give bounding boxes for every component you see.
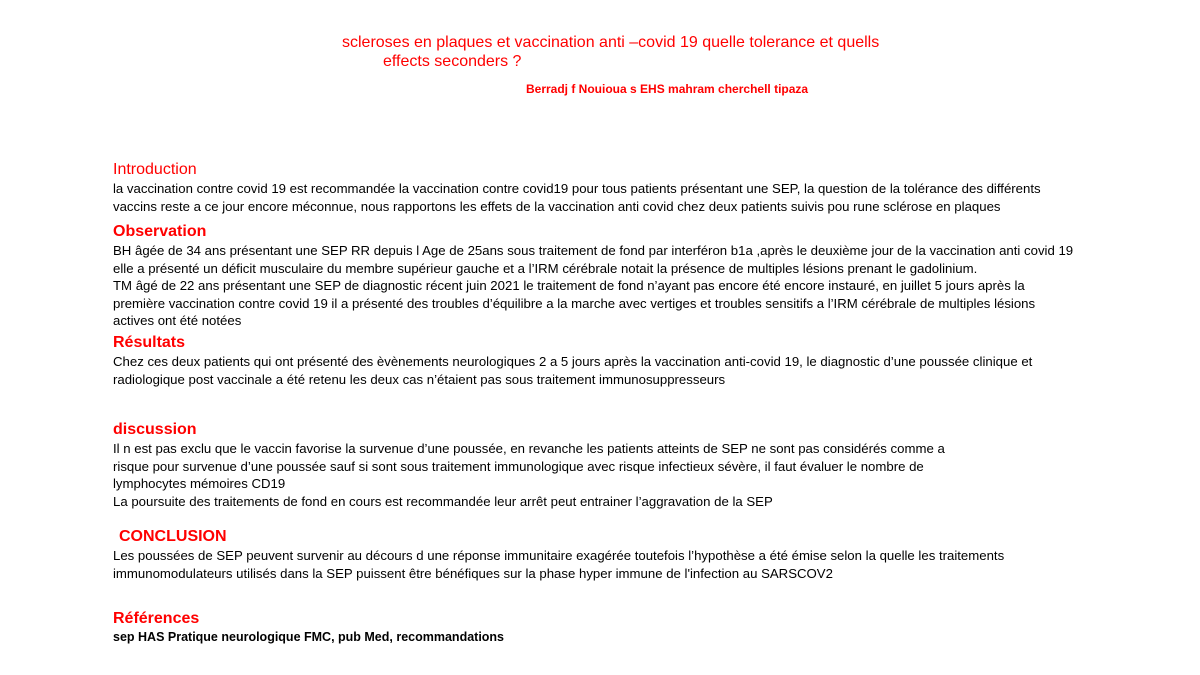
observation-line: elle a présenté un déficit musculaire du membre supérieur gauche et a l’IRM cérébrale notait la présence de multiples lésions prenant le gadolinium. [113, 260, 978, 276]
conclusion-line: immunomodulateurs utilisés dans la SEP puissent être bénéfiques sur la phase hyper immune de l'infection au SARSCOV2 [113, 565, 833, 581]
references-body: sep HAS Pratique neurologique FMC, pub Med, recommandations [113, 630, 505, 644]
authors: Berradj f Nouioua s EHS mahram cherchell tipaza [526, 82, 809, 96]
introduction-heading: Introduction [113, 161, 197, 178]
conclusion-line: Les poussées de SEP peuvent survenir au décours d une réponse immunitaire exagérée toutefois l’hypothèse a été émise selon la quelle les traitements [113, 548, 1005, 563]
discussion-line: Il n est pas exclu que le vaccin favorise la survenue d’une poussée, en revanche les patients atteints de SEP ne sont pas considérés comme a [113, 441, 945, 456]
observation-line: TM âgé de 22 ans présentant une SEP de diagnostic récent juin 2021 le traitement de fond n’ayant pas encore été encore instauré, en juillet 5 jours après la [113, 278, 1025, 293]
conclusion-body [113, 547, 1004, 582]
references-heading: Références [113, 610, 200, 627]
resultats-line: Chez ces deux patients qui ont présenté des èvènements neurologiques 2 a 5 jours après la vaccination anti-covid 19, le diagnostic d’une poussée clinique et [113, 354, 1033, 369]
observation-heading: Observation [113, 223, 207, 240]
introduction-line: vaccins reste a ce jour encore méconnue, nous rapportons les effets de la vaccination anti covid chez deux patients suivis pou rune sclérose en plaques [113, 198, 1001, 214]
title-line-1: scleroses en plaques et vaccination anti –covid 19 quelle tolerance et quells [342, 34, 880, 51]
resultats-heading: Résultats [113, 334, 186, 351]
conclusion-heading: CONCLUSION [119, 528, 227, 545]
title-line-2: effects seconders ? [383, 53, 522, 70]
observation-line: BH âgée de 34 ans présentant une SEP RR depuis l Age de 25ans sous traitement de fond par interféron b1a ,après le deuxième jour de la vaccination anti covid 19 [113, 243, 1074, 258]
resultats-body [113, 353, 1032, 388]
discussion-line: lymphocytes mémoires CD19 [113, 476, 286, 491]
discussion-heading: discussion [113, 421, 197, 438]
introduction-body [113, 180, 1041, 215]
discussion-line: risque pour survenue d’une poussée sauf si sont sous traitement immunologique avec risque infectieux sévère, il faut évaluer le nombre de [113, 458, 924, 474]
discussion-line: La poursuite des traitements de fond en cours est recommandée leur arrêt peut entrainer l’aggravation de la SEP [113, 493, 773, 509]
observation-body [113, 242, 1073, 330]
resultats-line: radiologique post vaccinale a été retenu les deux cas n’étaient pas sous traitement immunosuppresseurs [113, 371, 726, 387]
discussion-body [113, 440, 945, 510]
introduction-line: la vaccination contre covid 19 est recommandée la vaccination contre covid19 pour tous patients présentant une SEP, la question de la tolérance des différents [113, 181, 1041, 196]
observation-line: actives ont été notées [113, 313, 242, 328]
observation-line: première vaccination contre covid 19 il a présenté des troubles d’équilibre a la marche avec vertiges et troubles sensitifs a l’IRM cérébrale de multiples lésions [113, 295, 1036, 311]
